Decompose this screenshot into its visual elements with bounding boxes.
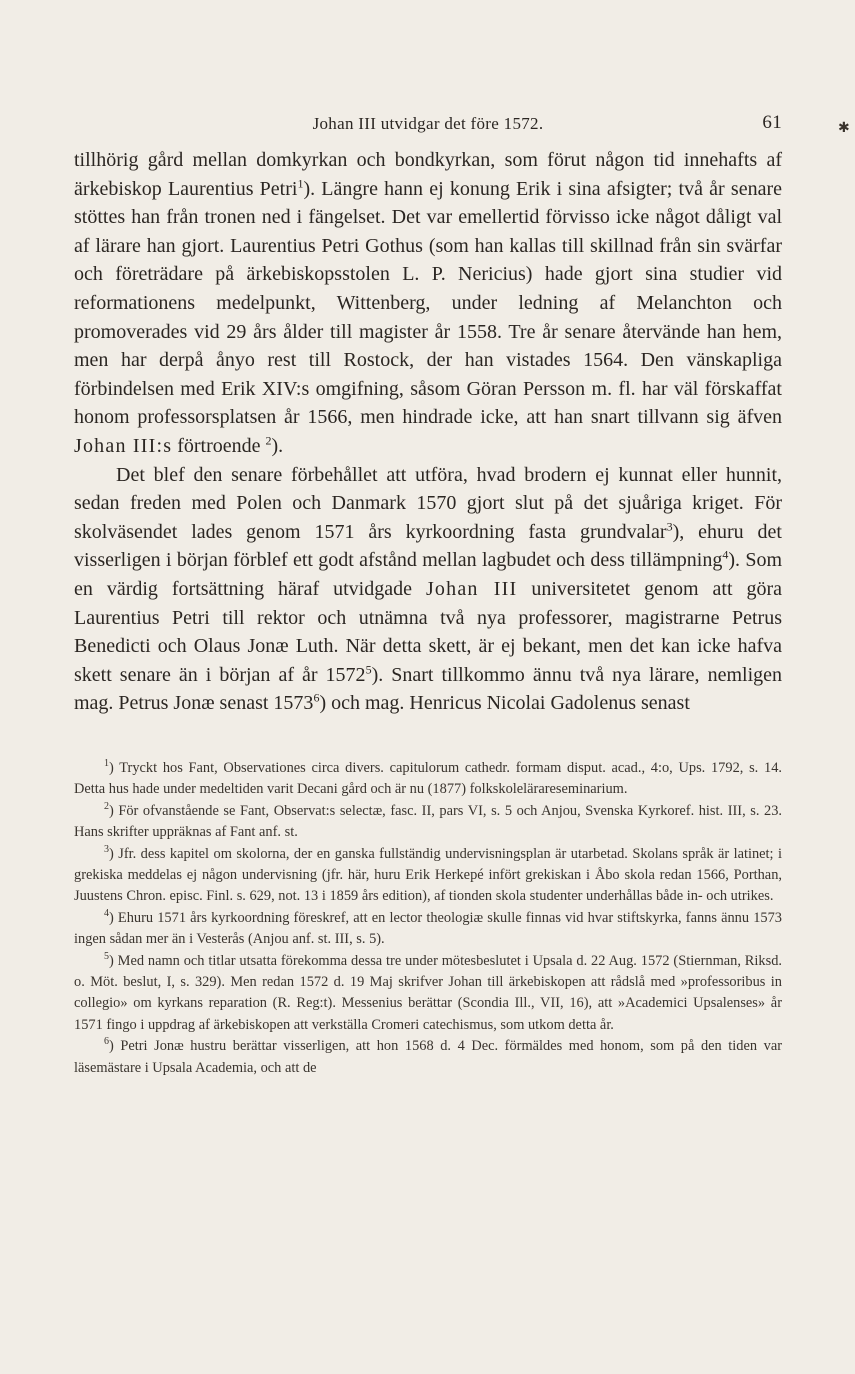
footnote-1: $^1$) Tryckt hos Fant, Observationes circa divers. capitulorum cathedr. formam disput. acad., 4:o, Ups. 1792, s. 14. Detta hus hade under medeltiden varit Decani gård och är nu (1877) folkskolelärareseminarium. xyxy=(74,758,782,798)
footnote-6: $^6$) Petri Jonæ hustru berättar visserligen, att hon 1568 d. 4 Dec. förmäldes med honom, som på den tiden var läsemästare i Upsala Academia, och att de xyxy=(74,1036,782,1076)
paragraph-2: Det blef den senare förbehållet att utföra, hvad brodern ej kunnat eller hunnit, sedan freden med Polen och Danmark 1570 gjort slut på det sjuåriga kriget. För skolväsendet lades genom 1571 års kyrkoordning fasta grundvalar$^3$), ehuru det visserligen i början förblef ett godt afstånd mellan lagbudet och dess tillämpning$^4$). Som en värdig fortsättning häraf utvidgade Johan III universitetet genom att göra Laurentius Petri till rektor och utnämna två nya professorer, magistrarne Petrus Benedicti och Olaus Jonæ Luth. När detta skett, är ej bekant, men det kan icke hafva skett senare än i början af år 1572$^5$). Snart tillkommo ännu två nya lärare, nemligen mag. Petrus Jonæ senast 1573$^6$) och mag. Henricus Nicolai Gadolenus senast xyxy=(74,463,783,715)
footnote-ref-5: 5 xyxy=(365,662,372,677)
footnote-4: $^4$) Ehuru 1571 års kyrkoordning föreskref, att en lector theologiæ skulle finnas vid hvar stiftskyrka, fanns ännu 1573 ingen sådan mer än i Vesterås (Anjou anf. st. III, s. 5). xyxy=(74,908,782,948)
footnote-2: $^2$) För ofvanstående se Fant, Observat:s selectæ, fasc. II, pars VI, s. 5 och Anjou, Svenska Kyrkoref. hist. III, s. 23. Hans skrifter uppräknas af Fant anf. st. xyxy=(74,801,782,841)
page-header xyxy=(74,112,782,140)
page-number: 61 xyxy=(762,112,782,133)
footnotes xyxy=(74,758,782,1079)
footnote-ref-2: 2 xyxy=(265,433,272,448)
running-title: Johan III utvidgar det före 1572. xyxy=(312,114,544,133)
paragraph-1: tillhörig gård mellan domkyrkan och bondkyrkan, som förut någon tid innehafts af ärkebiskop Laurentius Petri$^1$). Längre hann ej konung Erik i sina afsigter; två år senare stöttes han från tronen ned i fängelset. Det var emellertid förvisso icke något dåligt val af lärare han gjort. Laurentius Petri Gothus (som han kallas till skillnad från sin svärfar och företrädare på ärkebiskopsstolen L. P. Nericius) hade gjort sina studier vid reformationens medelpunkt, Wittenberg, under ledning af Melanchton och promoverades vid 29 års ålder till magister år 1558. Tre år senare återvände han hem, men har derpå ånyo rest till Rostock, der han vistades 1564. Den vänskapliga förbindelsen med Erik XIV:s omgifning, såsom Göran Persson m. fl. har väl förskaffat honom professorsplatsen år 1566, men hindrade icke, att han snart tillvann sig äfven Johan III:s förtroende $^2$). xyxy=(74,149,782,457)
footnote-5: $^5$) Med namn och titlar utsatta förekomma dessa tre under mötesbeslutet i Upsala d. 22 Aug. 1572 (Stiernman, Riksd. o. Möt. beslut, I, s. 329). Men redan 1572 d. 19 Maj skrifver Johan till ärkebiskopen att rådslå med »professoribus in collegio» om kyrkans reparation (R. Reg:t). Messenius berättar (Scondia Ill., VII, 16), att »Academici Upsalenses» år 1571 fingo i uppdrag af ärkebiskopen att verkställa Cromeri catechismus, som utkom detta år. xyxy=(74,950,782,1033)
footnote-ref-1: 1 xyxy=(297,175,304,190)
footnote-ref-4: 4 xyxy=(722,547,729,562)
footnote-ref-6: 6 xyxy=(313,690,320,705)
footnote-3: $^3$) Jfr. dess kapitel om skolorna, der en ganska fullständig undervisningsplan är utarbetad. Skolans språk är latinet; i grekiska meddelas ej någon undervisning (jfr. här, huru Erik Herkepé infört grekiskan i Åbo skola redan 1566, Porthan, Juustens Chron. episc. Finl. s. 629, not. 13 i 1859 års edition), af tionden skola studenter underhållas både in- och utrikes. xyxy=(74,843,782,905)
footnote-ref-3: 3 xyxy=(666,519,673,534)
corner-mark: ✱ xyxy=(838,121,850,136)
main-text xyxy=(74,146,782,718)
